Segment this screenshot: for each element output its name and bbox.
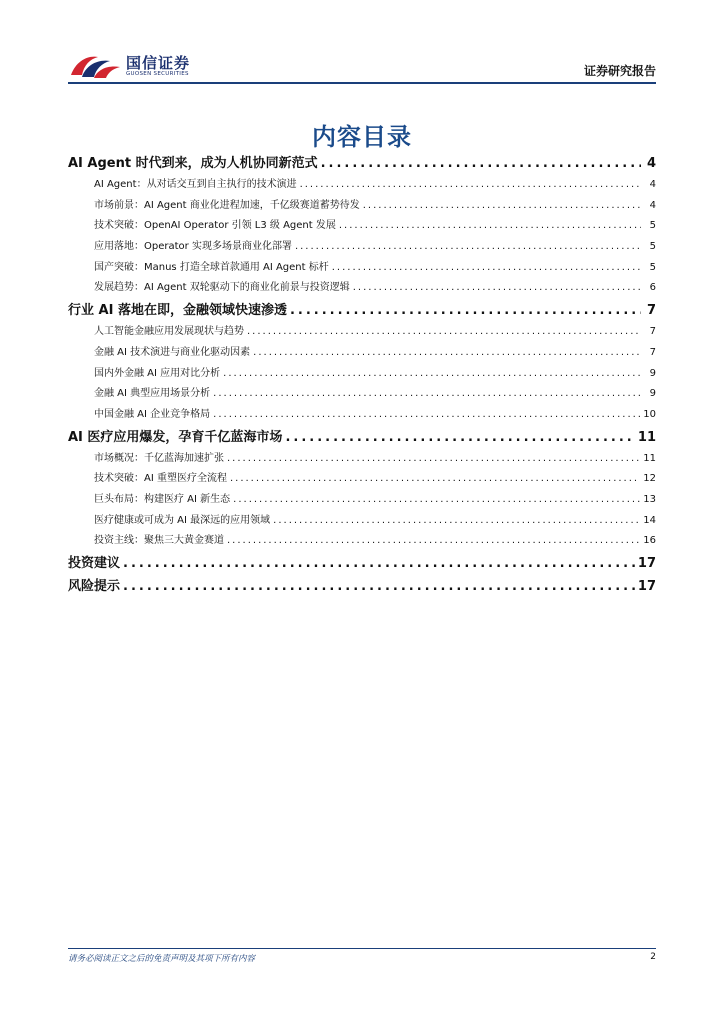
footer-disclaimer: 请务必阅读正文之后的免责声明及其项下所有内容 bbox=[68, 954, 256, 964]
page-number: 2 bbox=[650, 952, 656, 962]
toc-entry-page: 13 bbox=[643, 493, 656, 505]
toc-entry-label: 风险提示 bbox=[68, 579, 121, 594]
header-divider bbox=[68, 82, 656, 84]
toc-subsection-entry[interactable] bbox=[68, 511, 656, 532]
toc-title: 内容目录 bbox=[312, 123, 412, 151]
toc-entry-page: 5 bbox=[649, 220, 656, 232]
toc-entry-label: 人工智能金融应用发展现状与趋势 bbox=[94, 326, 244, 338]
toc-subsection-entry[interactable] bbox=[68, 405, 656, 426]
toc-subsection-entry[interactable] bbox=[68, 278, 656, 299]
toc-entry-label: AI Agent 时代到来，成为人机协同新范式 bbox=[68, 156, 318, 171]
toc-entry-label: 市场概况：千亿蓝海加速扩张 bbox=[94, 452, 224, 464]
toc-entry-label: 行业 AI 落地在即，金融领域快速渗透 bbox=[68, 303, 287, 319]
toc-entry-page: 4 bbox=[649, 179, 656, 190]
toc-dot-leader bbox=[123, 575, 635, 598]
toc-entry-page: 17 bbox=[637, 556, 656, 571]
footer-divider bbox=[68, 948, 656, 949]
toc-dot-leader bbox=[253, 343, 641, 364]
toc-entry-label: 投资主线：聚焦三大黄金赛道 bbox=[94, 535, 224, 547]
toc-subsection-entry[interactable] bbox=[68, 384, 656, 405]
toc-entry-page: 4 bbox=[646, 156, 656, 171]
toc-section-entry[interactable] bbox=[68, 299, 656, 322]
toc-dot-leader bbox=[273, 511, 640, 532]
toc-entry-page: 12 bbox=[643, 473, 656, 485]
toc-dot-leader bbox=[123, 552, 635, 575]
toc-entry-label: AI 医疗应用爆发，孕育千亿蓝海市场 bbox=[68, 429, 283, 445]
toc-subsection-entry[interactable] bbox=[68, 531, 656, 552]
toc-entry-page: 11 bbox=[637, 429, 656, 445]
guosen-logo-mark-icon bbox=[68, 51, 122, 81]
toc-entry-label: 发展趋势：AI Agent 双轮驱动下的商业化前景与投资逻辑 bbox=[94, 282, 350, 294]
toc-dot-leader bbox=[290, 299, 641, 322]
toc-entry-page: 5 bbox=[649, 241, 656, 253]
toc-section-entry[interactable] bbox=[68, 152, 656, 175]
toc-dot-leader bbox=[295, 237, 641, 258]
toc-entry-label: 国内外金融 AI 应用对比分析 bbox=[94, 367, 221, 379]
toc-dot-leader bbox=[233, 490, 640, 511]
toc-entry-page: 5 bbox=[649, 261, 656, 273]
toc-subsection-entry[interactable] bbox=[68, 322, 656, 343]
toc-entry-label: 技术突破：AI 重塑医疗全流程 bbox=[94, 473, 227, 485]
toc-entry-page: 16 bbox=[643, 535, 656, 547]
logo-english-name: GUOSEN SECURITIES bbox=[126, 71, 189, 77]
toc-entry-label: 巨头布局：构建医疗 AI 新生态 bbox=[94, 493, 231, 505]
toc-entry-label: 国产突破：Manus 打造全球首款通用 AI Agent 标杆 bbox=[94, 261, 329, 273]
toc-entry-label: 技术突破：OpenAI Operator 引领 L3 级 Agent 发展 bbox=[94, 220, 336, 232]
toc-subsection-entry[interactable] bbox=[68, 364, 656, 385]
toc-entry-label: 金融 AI 技术演进与商业化驱动因素 bbox=[94, 346, 251, 358]
toc-entry-page: 9 bbox=[649, 367, 656, 379]
toc-section-entry[interactable] bbox=[68, 552, 656, 575]
toc-entry-page: 4 bbox=[649, 199, 656, 211]
toc-entry-page: 11 bbox=[643, 452, 656, 464]
toc-dot-leader bbox=[227, 449, 640, 470]
toc-subsection-entry[interactable] bbox=[68, 449, 656, 470]
toc-dot-leader bbox=[213, 384, 641, 405]
toc-subsection-entry[interactable] bbox=[68, 343, 656, 364]
toc-subsection-entry[interactable] bbox=[68, 469, 656, 490]
report-type-label: 证券研究报告 bbox=[583, 64, 656, 78]
guosen-logo bbox=[68, 50, 208, 82]
toc-section-entry[interactable] bbox=[68, 575, 656, 598]
toc-entry-page: 14 bbox=[643, 514, 656, 526]
logo-chinese-name: 国信证券 bbox=[126, 54, 191, 72]
toc-dot-leader bbox=[230, 469, 640, 490]
toc-entry-label: 投资建议 bbox=[68, 556, 121, 571]
toc-dot-leader bbox=[300, 175, 641, 196]
toc-subsection-entry[interactable] bbox=[68, 490, 656, 511]
toc-dot-leader bbox=[339, 216, 641, 237]
toc-dot-leader bbox=[247, 322, 641, 343]
toc-entry-page: 9 bbox=[649, 388, 656, 400]
toc-entry-label: 市场前景：AI Agent 商业化进程加速，千亿级赛道蓄势待发 bbox=[94, 199, 360, 211]
toc-entry-label: 金融 AI 典型应用场景分析 bbox=[94, 388, 211, 400]
toc-dot-leader bbox=[321, 152, 641, 175]
toc-dot-leader bbox=[332, 258, 641, 279]
toc-subsection-entry[interactable] bbox=[68, 216, 656, 237]
toc-dot-leader bbox=[285, 426, 634, 449]
table-of-contents bbox=[68, 152, 656, 598]
toc-subsection-entry[interactable] bbox=[68, 196, 656, 217]
toc-entry-page: 6 bbox=[649, 282, 656, 294]
toc-subsection-entry[interactable] bbox=[68, 237, 656, 258]
toc-entry-page: 7 bbox=[649, 346, 656, 358]
toc-subsection-entry[interactable] bbox=[68, 175, 656, 196]
toc-dot-leader bbox=[213, 405, 640, 426]
toc-dot-leader bbox=[353, 278, 641, 299]
toc-entry-page: 7 bbox=[649, 326, 656, 338]
toc-subsection-entry[interactable] bbox=[68, 258, 656, 279]
toc-entry-page: 7 bbox=[646, 303, 656, 319]
toc-entry-label: 医疗健康或可成为 AI 最深远的应用领域 bbox=[94, 514, 271, 526]
toc-entry-label: 中国金融 AI 企业竞争格局 bbox=[94, 408, 211, 420]
toc-entry-label: AI Agent：从对话交互到自主执行的技术演进 bbox=[94, 179, 297, 190]
toc-dot-leader bbox=[227, 531, 640, 552]
toc-dot-leader bbox=[223, 364, 641, 385]
toc-section-entry[interactable] bbox=[68, 426, 656, 449]
toc-entry-label: 应用落地：Operator 实现多场景商业化部署 bbox=[94, 241, 292, 253]
toc-entry-page: 17 bbox=[637, 579, 656, 594]
page-header bbox=[68, 50, 656, 82]
toc-entry-page: 10 bbox=[643, 408, 656, 420]
toc-dot-leader bbox=[363, 196, 641, 217]
